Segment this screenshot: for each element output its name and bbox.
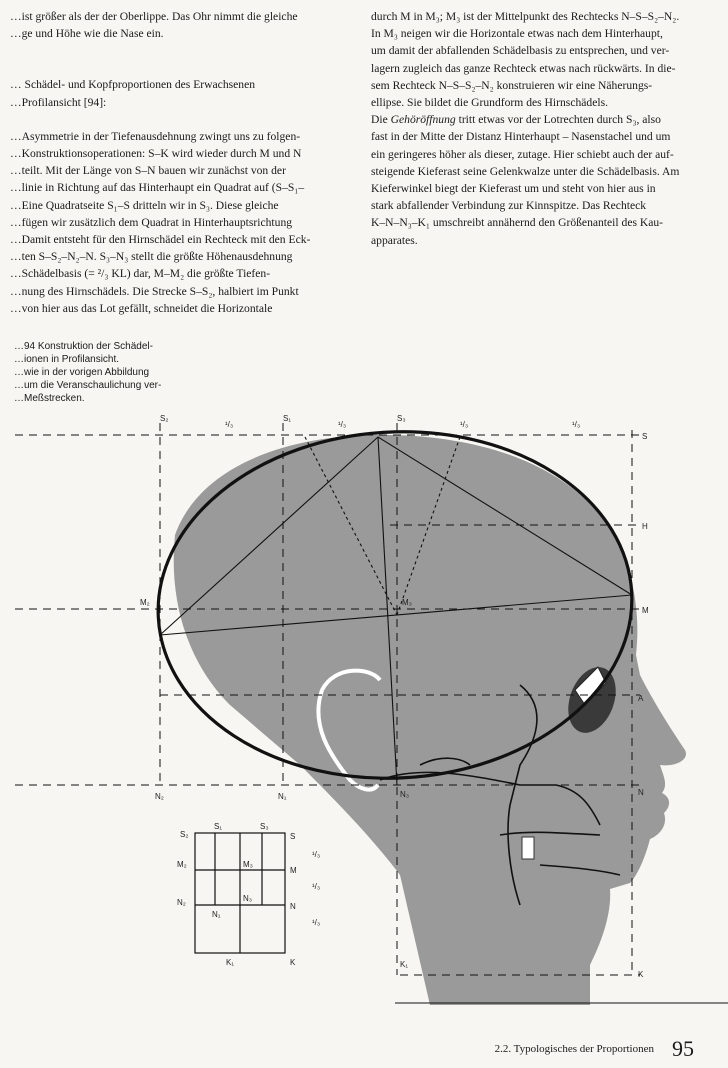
inset-label: S₂ <box>180 830 189 839</box>
text-line: um damit der abfallenden Schädelbasis zu entsprechen, und ver- <box>371 44 670 58</box>
inset-label: ¹/₃ <box>312 850 321 859</box>
inset-diagram <box>195 833 285 953</box>
section-heading: … Schädel- und Kopfproportionen des Erwachsenen <box>10 78 256 92</box>
label-n3: N₃ <box>400 790 410 799</box>
label-k: K <box>638 970 644 979</box>
label-third: ¹/₃ <box>225 420 234 429</box>
text-line-with-italic: Die Gehöröffnung tritt etwas vor der Lotrechten durch S₃, also <box>371 113 661 127</box>
caption-line: …Meßstrecken. <box>14 393 85 404</box>
page-number: 95 <box>672 1036 694 1061</box>
text-line: fast in der Mitte der Distanz Hinterhaupt – Nasenstachel und um <box>371 130 671 144</box>
text-line: …Damit entsteht für den Hirnschädel ein Rechteck mit den Eck- <box>10 233 311 247</box>
text-line: …ge und Höhe wie die Nase ein. <box>10 27 164 41</box>
text-line: …Asymmetrie in der Tiefenausdehnung zwingt uns zu folgen- <box>10 129 301 143</box>
text-line: lagern zugleich das ganze Rechteck etwas nach rückwärts. In die- <box>371 61 676 75</box>
caption-line: …um die Veranschaulichung ver- <box>14 380 162 391</box>
caption-line: …ionen in Profilansicht. <box>14 354 120 365</box>
inset-label: K₁ <box>226 958 235 967</box>
section-heading: …Profilansicht [94]: <box>10 95 107 109</box>
text-line: durch M in M₃; M₃ ist der Mittelpunkt des Rechtecks N–S–S₂–N₂. <box>371 10 680 23</box>
text-line: apparates. <box>371 233 418 247</box>
inset-label: M <box>290 866 297 875</box>
caption-line: …wie in der vorigen Abbildung <box>14 367 150 378</box>
teeth-shape <box>522 837 534 859</box>
inset-label: S₁ <box>214 822 223 831</box>
label-s: S <box>642 432 648 441</box>
text-line: …ist größer als der der Oberlippe. Das Ohr nimmt die gleiche <box>10 10 298 23</box>
label-a: A <box>638 694 644 703</box>
inset-label: M₃ <box>243 860 253 869</box>
inset-label: S <box>290 832 296 841</box>
text-line: K–N–N₃–K₁ umschreibt annähernd den Größenanteil des Kau- <box>371 216 664 230</box>
left-text-column <box>10 8 355 317</box>
inset-label: N₁ <box>212 910 221 919</box>
label-n2: N₂ <box>155 792 164 801</box>
page-footer <box>495 1036 694 1062</box>
label-third: ¹/₃ <box>460 420 469 429</box>
label-h: H <box>642 522 648 531</box>
skull-proportion-figure <box>0 405 728 1005</box>
text-line: …linie in Richtung auf das Hinterhaupt ein Quadrat auf (S–S₁– <box>10 181 305 195</box>
inset-label: ¹/₃ <box>312 882 321 891</box>
text-line: …von hier aus das Lot gefällt, schneidet die Horizontale <box>10 301 273 315</box>
inset-label: K <box>290 958 296 967</box>
label-m3: M₃ <box>402 598 412 607</box>
inset-label: ¹/₃ <box>312 918 321 927</box>
label-s1: S₁ <box>283 414 292 423</box>
label-s2: S₂ <box>160 414 169 423</box>
head-silhouette <box>174 435 686 1005</box>
text-line: Kieferwinkel biegt der Kieferast um und steht von hier aus in <box>371 182 656 196</box>
section-title: 2.2. Typologisches der Proportionen <box>494 1043 654 1055</box>
label-s3: S₃ <box>397 414 406 423</box>
text-line: In M₃ neigen wir die Horizontale etwas nach dem Hinterhaupt, <box>371 27 663 41</box>
label-m: M <box>642 606 649 615</box>
text-line: …Eine Quadratseite S₁–S dritteln wir in S₃. Diese gleiche <box>10 198 279 212</box>
text-line: …teilt. Mit der Länge von S–N bauen wir zunächst von der <box>10 164 286 178</box>
label-n: N <box>638 788 644 797</box>
italic-term: Gehöröffnung <box>390 113 456 127</box>
text-line: …fügen wir zusätzlich dem Quadrat in Hinterhauptsrichtung <box>10 215 293 229</box>
inset-label: N₃ <box>243 894 253 903</box>
inset-label: M₂ <box>177 860 187 869</box>
text-line: …nung des Hirnschädels. Die Strecke S–S₂, halbiert im Punkt <box>10 284 299 298</box>
label-third: ¹/₃ <box>338 420 347 429</box>
label-k1: K₁ <box>400 960 409 969</box>
figure-caption <box>14 340 161 405</box>
text-line: sem Rechteck N–S–S₂–N₂ konstruieren wir eine Näherungs- <box>371 78 653 92</box>
text-line: …ten S–S₂–N₂–N. S₃–N₃ stellt die größte Höhenausdehnung <box>10 250 293 264</box>
text-line: …Schädelbasis (= ²/₃ KL) dar, M–M₂ die größte Tiefen- <box>10 267 271 281</box>
text-line: …Konstruktionsoperationen: S–K wird wieder durch M und N <box>10 147 302 161</box>
right-text-column <box>371 8 716 249</box>
text-line: ellipse. Sie bildet die Grundform des Hirnschädels. <box>371 96 608 110</box>
inset-label: S₃ <box>260 822 269 831</box>
text-line: ein geringeres höher als dieser, zutage. Hier schiebt auch der auf- <box>371 147 674 161</box>
text-line: stark abfallender Verbindung zur Kinnspitze. Das Rechteck <box>371 199 647 213</box>
label-n1: N₁ <box>278 792 287 801</box>
inset-label: N <box>290 902 296 911</box>
label-m2: M₂ <box>140 598 150 607</box>
label-third: ¹/₃ <box>572 420 581 429</box>
caption-line: …94 Konstruktion der Schädel- <box>14 341 153 352</box>
inset-label: N₂ <box>177 898 186 907</box>
text-line: steigende Kieferast seine Gelenkwalze unter die Schädelbasis. Am <box>371 164 680 178</box>
